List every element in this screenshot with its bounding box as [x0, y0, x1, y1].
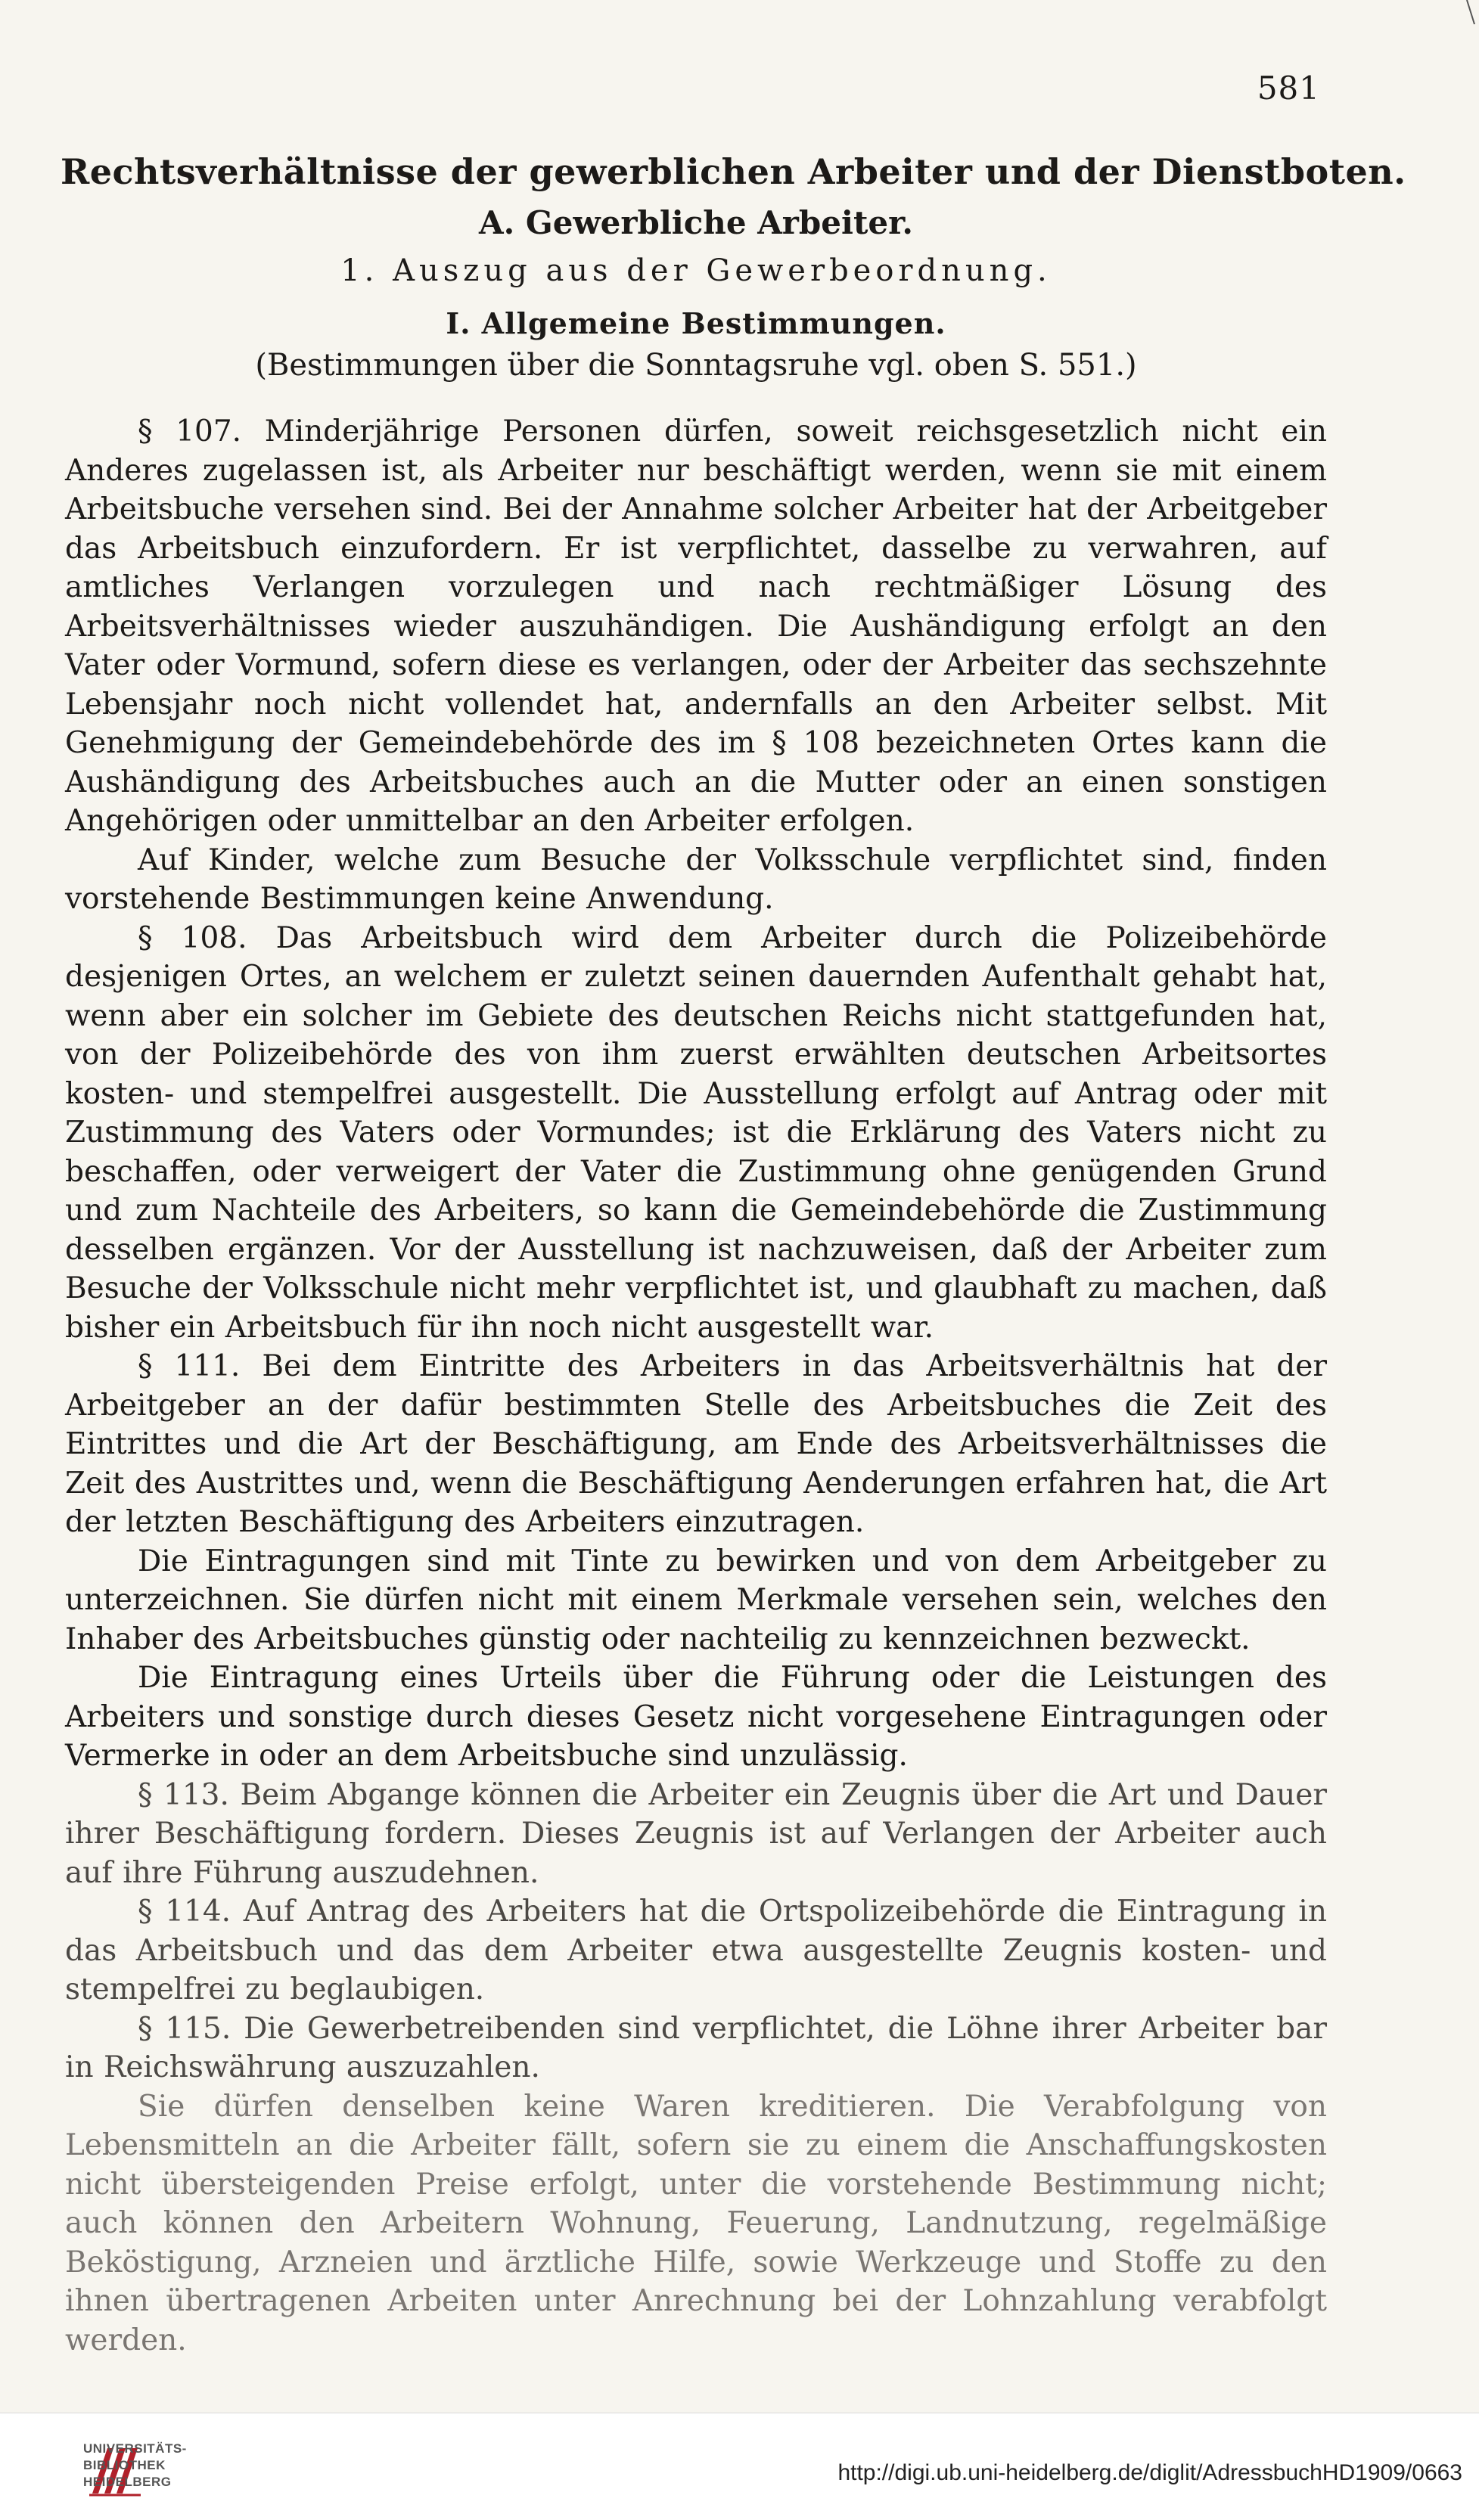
paragraph-111: § 111. Bei dem Eintritte des Arbeiters in das Arbeitsverhältnis hat der Arbeitgeber an der dafür bestimmten Stelle des Arbeitsbuches die Zeit des Eintrittes und die Art der Beschäftigung, am Ende des Arbeitsverhältnisses die Zeit des Austrittes und, wenn die Beschäftigung Aenderungen erfahren hat, die Art der letzten Beschäftigung des Arbeiters einzutragen. [65, 1349, 1327, 1539]
library-name [83, 2441, 187, 2491]
page-number: 581 [1257, 70, 1320, 107]
item-heading: 1. Auszug aus der Gewerbeordnung. [340, 253, 1052, 288]
paragraph-114: § 114. Auf Antrag des Arbeiters hat die Ortspolizeibehörde die Eintragung in das Arbeitsbuch und das dem Arbeiter etwa ausgestellte Zeugnis kosten- und stempelfrei zu beglaubigen. [65, 1895, 1327, 2006]
section-heading: I. Allgemeine Bestimmungen. [446, 306, 946, 340]
library-name-line: UNIVERSITÄTS- [83, 2441, 187, 2456]
paragraph-urteil: Die Eintragung eines Urteils über die Führung oder die Leistungen des Arbeiters und sonstige durch dieses Gesetz nicht vorgesehene Eintragungen oder Vermerke in oder an dem Arbeitsbuche sind unzulässig. [65, 1661, 1327, 1773]
library-name-line: BIBLIOTHEK [83, 2458, 166, 2472]
library-name-line: HEIDELBERG [83, 2475, 172, 2489]
viewer-footer [0, 2413, 1479, 2520]
source-url-link[interactable]: http://digi.ub.uni-heidelberg.de/diglit/AdressbuchHD1909/0663 [837, 2460, 1462, 2485]
paragraph-107: § 107. Minderjährige Personen dürfen, soweit reichsgesetzlich nicht ein Anderes zugelassen ist, als Arbeiter nur beschäftigt werden, wenn sie mit einem Arbeitsbuche versehen sind. Bei der Annahme solcher Arbeiter hat der Arbeitgeber das Arbeitsbuch einzufordern. Er ist verpflichtet, dasselbe zu verwahren, auf amtliches Verlangen vorzulegen und nach rechtmäßiger Lösung des Arbeitsverhältnisses wieder auszuhändigen. Die Aushändigung erfolgt an den Vater oder Vormund, sofern diese es verlangen, oder der Arbeiter das sechszehnte Lebensjahr noch nicht vollendet hat, andernfalls an den Arbeiter selbst. Mit Genehmigung der Gemeindebehörde des im § 108 bezeichneten Ortes kann die Aushändigung des Arbeitsbuches auch an die Mutter oder an einen sonstigen Angehörigen oder unmittelbar an den Arbeiter erfolgen. [65, 414, 1327, 838]
paragraph-waren: Sie dürfen denselben keine Waren kreditieren. Die Verabfolgung von Lebensmitteln an die Arbeiter fällt, sofern sie zu einem die Anschaffungskosten nicht übersteigenden Preise erfolgt, unter die vorstehende Bestimmung nicht; auch können den Arbeitern Wohnung, Feuerung, Landnutzung, regelmäßige Beköstigung, Arzneien und ärztliche Hilfe, sowie Werkzeuge und Stoffe zu den ihnen übertragenen Arbeiten unter Anrechnung bei der Lohnzahlung verabfolgt werden. [65, 2089, 1327, 2357]
page-headings [61, 151, 1406, 383]
page-title: Rechtsverhältnisse der gewerblichen Arbeiter und der Dienstboten. [61, 151, 1406, 192]
paragraph-eintragungen: Die Eintragungen sind mit Tinte zu bewirken und von dem Arbeitgeber zu unterzeichnen. Sie dürfen nicht mit einem Merkmale versehen sein, welches den Inhaber des Arbeitsbuches günstig oder nachteilig zu kennzeichnen bezweckt. [65, 1544, 1327, 1656]
paragraph-kinder: Auf Kinder, welche zum Besuche der Volksschule verpflichtet sind, finden vorstehende Bestimmungen keine Anwendung. [65, 843, 1327, 916]
paragraph-115: § 115. Die Gewerbetreibenden sind verpflichtet, die Löhne ihrer Arbeiter bar in Reichswährung auszuzahlen. [65, 2011, 1327, 2084]
chapter-heading: A. Gewerbliche Arbeiter. [479, 204, 913, 241]
paragraph-113: § 113. Beim Abgange können die Arbeiter ein Zeugnis über die Art und Dauer ihrer Beschäftigung fordern. Dieses Zeugnis ist auf Verlangen der Arbeiter auch auf ihre Führung auszudehnen. [65, 1777, 1327, 1890]
cross-reference-note: (Bestimmungen über die Sonntagsruhe vgl. oben S. 551.) [255, 348, 1137, 383]
paragraph-108: § 108. Das Arbeitsbuch wird dem Arbeiter durch die Polizeibehörde desjenigen Ortes, an welchem er zuletzt seinen dauernden Aufenthalt gehabt hat, wenn aber ein solcher im Gebiete des deutschen Reichs nicht stattgefunden hat, von der Polizeibehörde des von ihm zuerst erwählten deutschen Arbeitsortes kosten- und stempelfrei ausgestellt. Die Ausstellung erfolgt auf Antrag oder mit Zustimmung des Vaters oder Vormundes; ist die Erklärung des Vaters nicht zu beschaffen, oder verweigert der Vater die Zustimmung ohne genügenden Grund und zum Nachteile des Arbeiters, so kann die Gemeindebehörde die Zustimmung desselben ergänzen. Vor der Ausstellung ist nachzuweisen, daß der Arbeiter zum Besuche der Volksschule nicht mehr verpflichtet ist, und glaubhaft zu machen, daß bisher ein Arbeitsbuch für ihn noch nicht ausgestellt war. [65, 920, 1327, 1345]
scan-edge-mark [1465, 0, 1476, 26]
body-text [65, 412, 1327, 2360]
